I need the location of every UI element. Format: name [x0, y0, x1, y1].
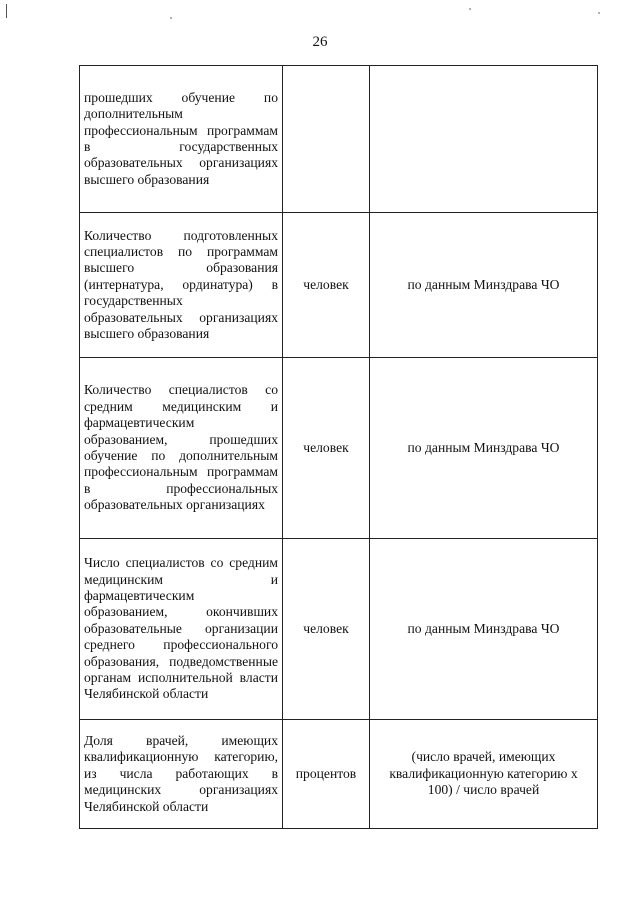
- source-cell: по данным Минздрава ЧО: [370, 213, 598, 358]
- unit-cell: [283, 66, 370, 213]
- source-cell: [370, 66, 598, 213]
- source-cell: по данным Минздрава ЧО: [370, 539, 598, 720]
- indicator-name: Число специалистов со средним медицинским и фармацевтическим образованием, окончивших образовательные организации среднего профессионального образования, подведомственные органам исполнительной власти Челябинской области: [84, 555, 278, 702]
- indicator-name-cell: [80, 539, 283, 720]
- scan-speck: [598, 12, 600, 14]
- indicator-name-cell: [80, 720, 283, 829]
- indicator-name: Количество специалистов со средним медицинским и фармацевтическим образованием, прошедших обучение по дополнительным профессиональным программам в профессиональных образовательных организациях: [84, 382, 278, 513]
- indicator-name-cell: [80, 66, 283, 213]
- unit-cell: человек: [283, 358, 370, 539]
- source-cell: по данным Минздрава ЧО: [370, 358, 598, 539]
- table-row: [80, 720, 598, 829]
- scan-speck: [469, 8, 471, 10]
- page-number: 26: [312, 34, 328, 50]
- indicator-name: Доля врачей, имеющих квалификационную категорию, из числа работающих в медицинских организациях Челябинской области: [84, 732, 278, 814]
- unit-cell: человек: [283, 213, 370, 358]
- table-row: [80, 66, 598, 213]
- indicator-name: прошедших обучение по дополнительным профессиональным программам в государственных образовательных организациях высшего образования: [84, 89, 278, 187]
- table-row: [80, 358, 598, 539]
- indicators-table: [79, 65, 598, 829]
- table-row: [80, 539, 598, 720]
- indicator-name-cell: [80, 213, 283, 358]
- indicator-name: Количество подготовленных специалистов по программам высшего образования (интернатура, ординатура) в государственных образовательных организациях высшего образования: [84, 227, 278, 342]
- source-cell: (число врачей, имеющих квалификационную категорию x 100) / число врачей: [370, 720, 598, 829]
- indicator-name-cell: [80, 358, 283, 539]
- scan-speck: [170, 17, 172, 19]
- unit-cell: человек: [283, 539, 370, 720]
- scan-edge-mark: [6, 4, 7, 18]
- unit-cell: процентов: [283, 720, 370, 829]
- table-row: [80, 213, 598, 358]
